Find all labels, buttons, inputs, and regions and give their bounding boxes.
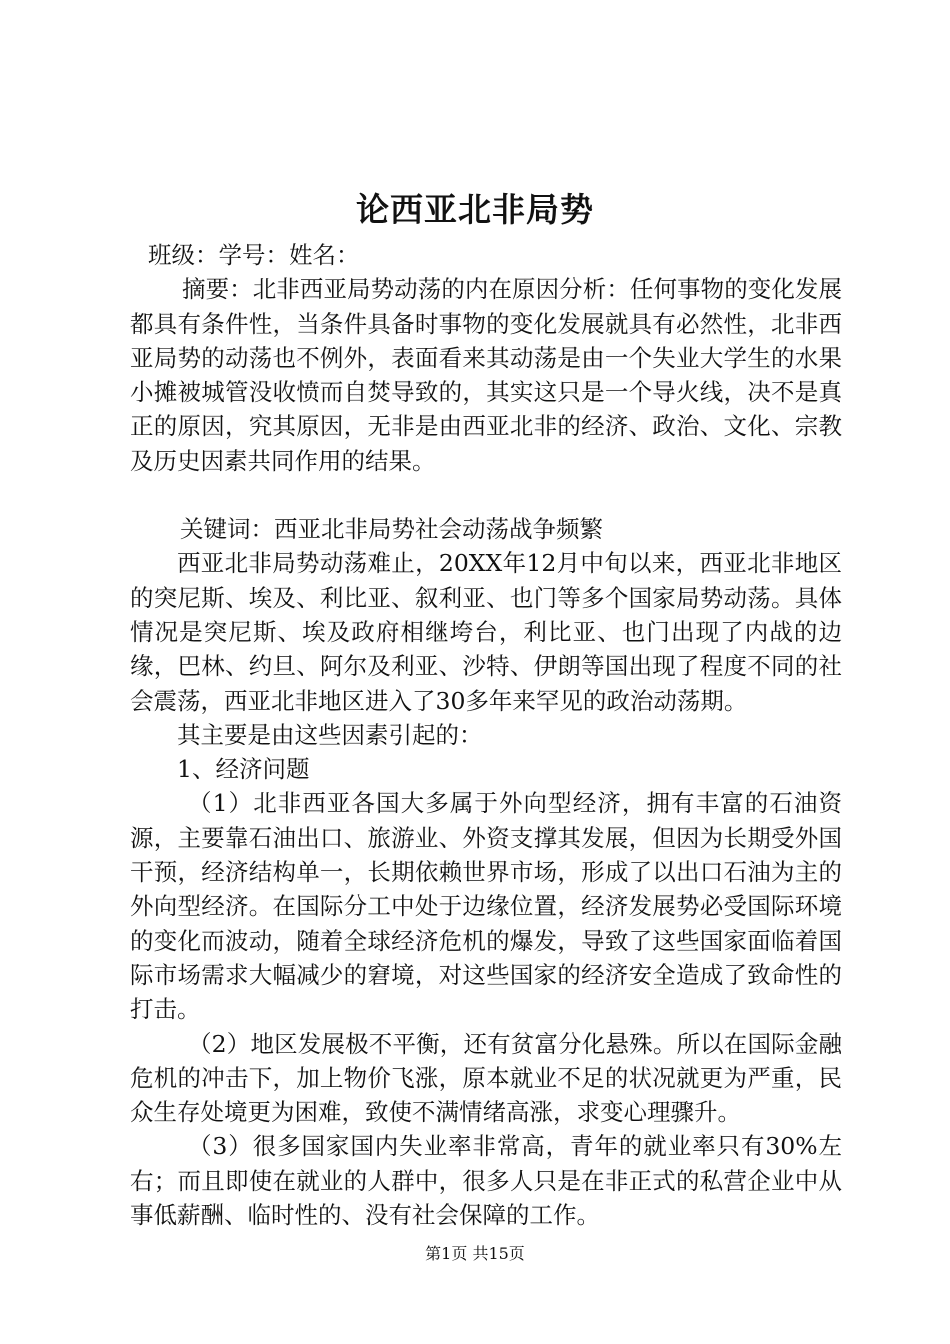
body-paragraph: 西亚北非局势动荡难止，20XX年12月中旬以来，西亚北非地区的突尼斯、埃及、利比亚、叙利亚、也门等多个国家局势动荡。具体情况是突尼斯、埃及政府相继垮台，利比亚、也门出现了内战的边缘，巴林、约旦、阿尔及利亚、沙特、伊朗等国出现了程度不同的社会震荡，西亚北非地区进入了30多年来罕见的政治动荡期。 [130, 549, 842, 715]
body-paragraph: 其主要是由这些因素引起的： [177, 720, 483, 749]
list-item-paragraph: （3）很多国家国内失业率非常高，青年的就业率只有30%左右；而且即使在就业的人群中，很多人只是在非正式的私营企业中从事低薪酬、临时性的、没有社会保障的工作。 [130, 1132, 842, 1230]
class-id-name-line: 班级：学号：姓名： [148, 241, 360, 269]
list-item-paragraph: （2）地区发展极不平衡，还有贫富分化悬殊。所以在国际金融危机的冲击下，加上物价飞涨，原本就业不足的状况就更为严重，民众生存处境更为困难，致使不满情绪高涨，求变心理骤升。 [130, 1029, 842, 1127]
document-body [130, 238, 842, 1232]
document-title: 论西亚北非局势 [356, 190, 594, 229]
page-number-footer: 第1页 共15页 [425, 1244, 525, 1263]
section-heading: 1、经济问题 [177, 755, 310, 784]
list-item-paragraph: （1）北非西亚各国大多属于外向型经济，拥有丰富的石油资源，主要靠石油出口、旅游业、外资支撑其发展，但因为长期受外国干预，经济结构单一，长期依赖世界市场，形成了以出口石油为主的外向型经济。在国际分工中处于边缘位置，经济发展势必受国际环境的变化而波动，随着全球经济危机的爆发，导致了这些国家面临着国际市场需求大幅减少的窘境，对这些国家的经济安全造成了致命性的打击。 [130, 789, 842, 1024]
keywords-line: 关键词：西亚北非局势社会动荡战争频繁 [180, 515, 603, 544]
abstract-paragraph: 摘要：北非西亚局势动荡的内在原因分析：任何事物的变化发展都具有条件性，当条件具备时事物的变化发展就具有必然性，北非西亚局势的动荡也不例外，表面看来其动荡是由一个失业大学生的水果小摊被城管没收愤而自焚导致的，其实这只是一个导火线，决不是真正的原因，究其原因，无非是由西亚北非的经济、政治、文化、宗教及历史因素共同作用的结果。 [130, 275, 842, 475]
